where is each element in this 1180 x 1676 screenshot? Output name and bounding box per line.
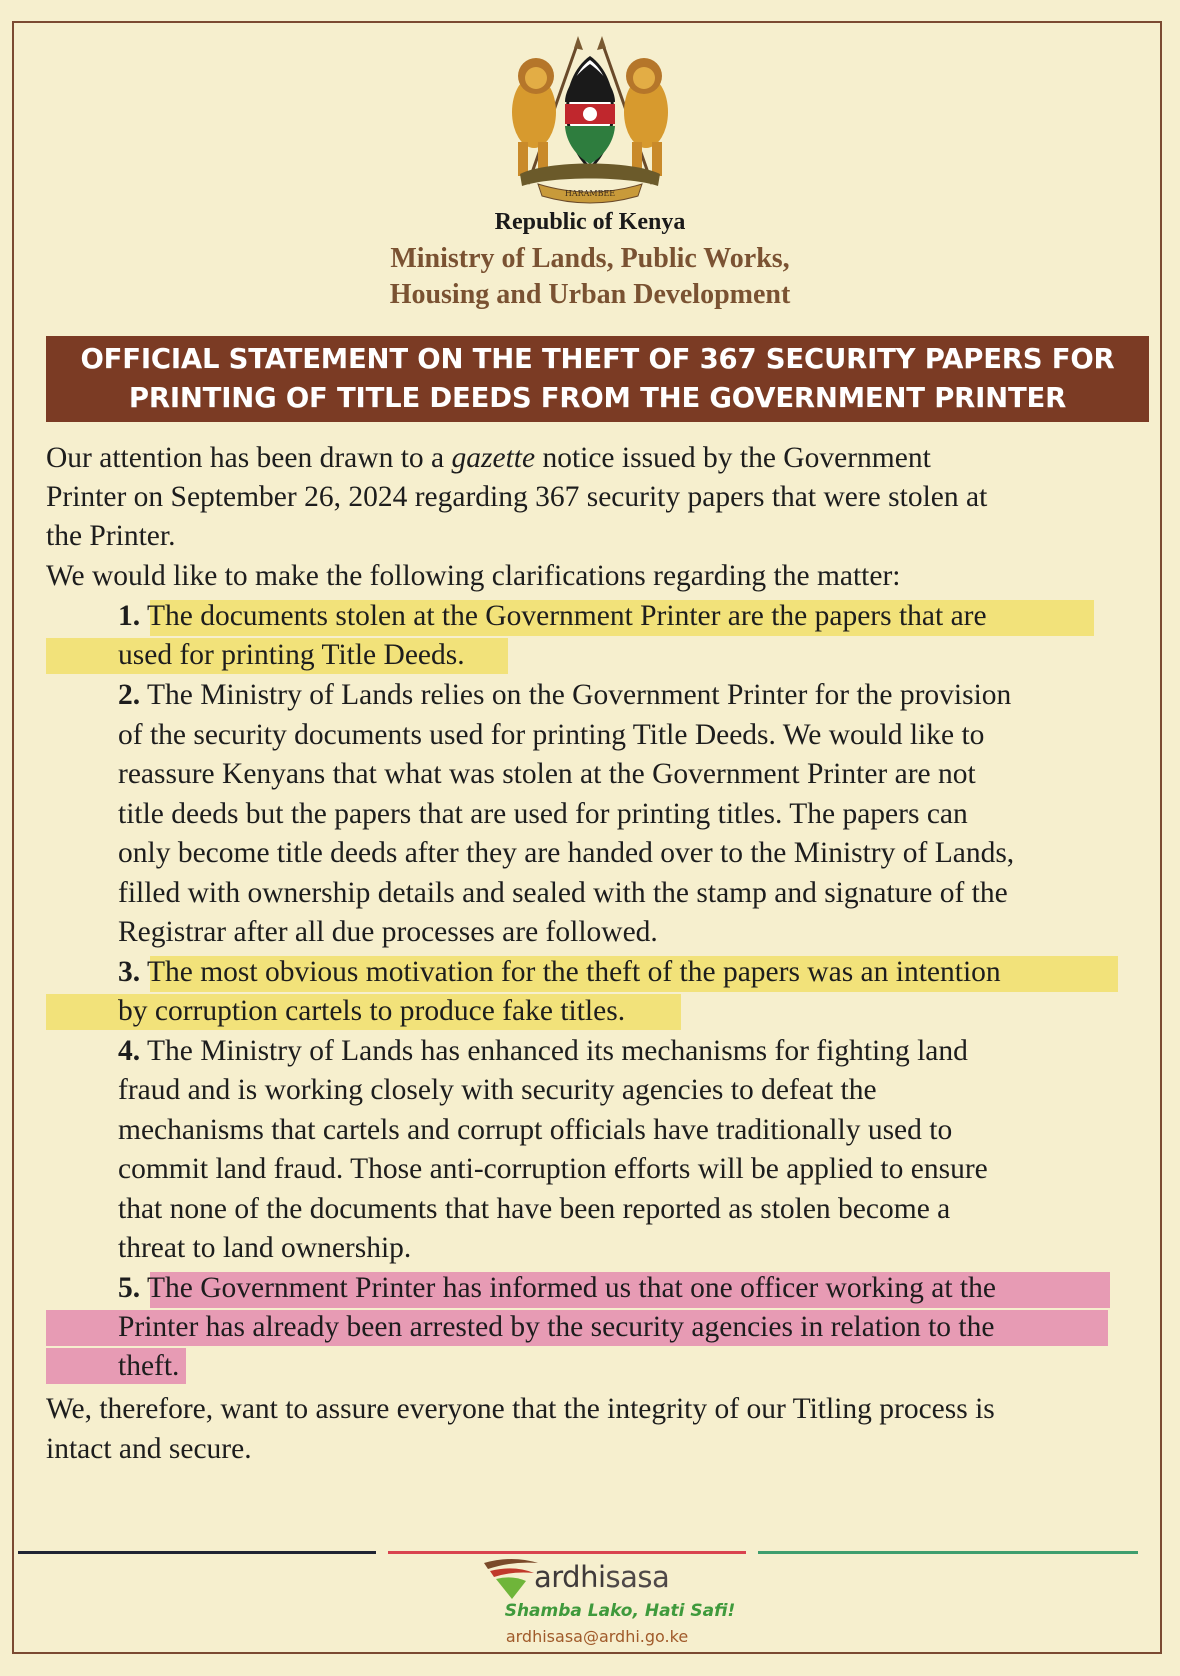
banner-line1: OFFICIAL STATEMENT ON THE THEFT OF 367 SECURITY PAPERS FOR [80,343,1115,375]
point-2-line1: 2. The Ministry of Lands relies on the Government Printer for the provision [118,679,1012,711]
point-4-line6: threat to land ownership. [118,1232,412,1264]
republic-heading: Republic of Kenya [494,209,686,235]
point-2-line3: reassure Kenyans that what was stolen at the Government Printer are not [118,758,976,790]
point-5-line1: 5. The Government Printer has informed us that one officer working at the [118,1272,996,1304]
closing-line1: We, therefore, want to assure everyone that the integrity of our Titling process is [46,1393,995,1425]
point-2-line2: of the security documents used for printing Title Deeds. We would like to [118,719,985,751]
intro-line3: the Printer. [46,520,176,552]
point-4-line4: commit land fraud. Those anti-corruption efforts will be applied to ensure [118,1153,988,1185]
point-1-line2: used for printing Title Deeds. [118,639,465,671]
point-2-line4: title deeds but the papers that are used for printing titles. The papers can [118,798,968,830]
point-5-line3: theft. [118,1350,180,1382]
motto-text: HARAMBEE [564,189,616,198]
point-1-line1: 1. The documents stolen at the Government Printer are the papers that are [118,600,987,632]
flag-strip-black [18,1551,376,1554]
lead-sentence: We would like to make the following clarifications regarding the matter: [46,560,901,592]
footer-email[interactable]: ardhisasa@ardhi.go.ke [505,1627,689,1646]
flag-strip-red [388,1551,746,1554]
point-4-line3: mechanisms that cartels and corrupt officials have traditionally used to [118,1114,953,1146]
ministry-heading-line1: Ministry of Lands, Public Works, [390,243,790,274]
kenya-coat-of-arms-icon [498,34,682,212]
point-2-line5: only become title deeds after they are handed over to the Ministry of Lands, [118,837,1015,869]
point-4-line5: that none of the documents that have been reported as stolen become a [118,1193,951,1225]
ministry-heading-line2: Housing and Urban Development [389,279,791,310]
footer-tagline: Shamba Lako, Hati Safi! [504,1601,736,1621]
intro-line2: Printer on September 26, 2024 regarding 367 security papers that were stolen at [46,481,988,513]
banner-line2: PRINTING OF TITLE DEEDS FROM THE GOVERNMENT PRINTER [128,382,1067,414]
point-4-line1: 4. The Ministry of Lands has enhanced its mechanisms for fighting land [118,1035,968,1067]
point-3-line1: 3. The most obvious motivation for the theft of the papers was an intention [118,956,1001,988]
point-4-line2: fraud and is working closely with security agencies to defeat the [118,1074,877,1106]
ardhisasa-logo-text: ardhisasa [534,1560,670,1594]
closing-line2: intact and secure. [46,1433,252,1465]
intro-line1: Our attention has been drawn to a gazette notice issued by the Government [46,442,931,474]
ardhisasa-swoosh-icon [482,1555,542,1600]
point-2-line7: Registrar after all due processes are followed. [118,916,658,948]
statement-title-banner [46,336,1149,422]
point-3-line2: by corruption cartels to produce fake titles. [118,995,626,1027]
point-2-line6: filled with ownership details and sealed with the stamp and signature of the [118,877,1008,909]
point-5-line2: Printer has already been arrested by the security agencies in relation to the [118,1311,995,1343]
flag-strip-green [758,1551,1138,1554]
